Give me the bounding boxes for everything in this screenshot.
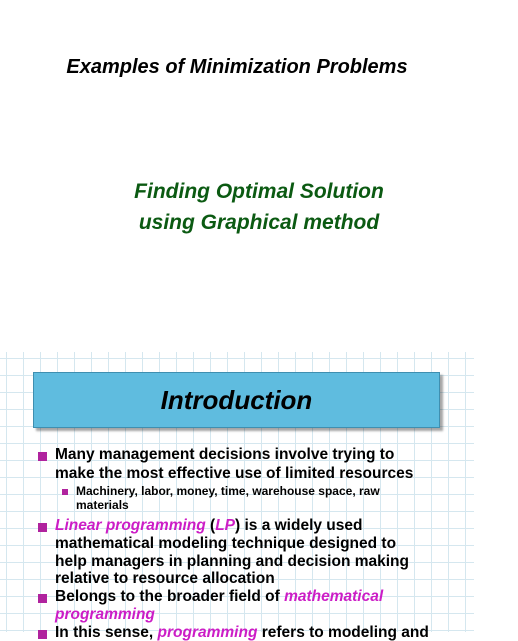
- mathematical-term: mathematical: [284, 588, 384, 605]
- bullet2-rest: ) is a widely used: [235, 517, 363, 534]
- bullet3-line2: [55, 606, 155, 623]
- programming-term: programming: [55, 606, 155, 623]
- bullet2-line4: relative to resource allocation: [55, 570, 275, 587]
- bullet-marker: [38, 452, 47, 461]
- bullet4-line1: [55, 624, 429, 641]
- slide-title: Examples of Minimization Problems: [66, 56, 408, 78]
- programming-term-2: programming: [157, 624, 258, 641]
- bullet-marker: [38, 630, 47, 639]
- bullet4-text2: refers to modeling and: [257, 624, 429, 641]
- slide-subtitle-line1: Finding Optimal Solution: [134, 180, 384, 203]
- introduction-slide: [0, 352, 474, 641]
- slide-subtitle-line2: using Graphical method: [138, 211, 380, 234]
- sub-bullet1-line1: Machinery, labor, money, time, warehouse space, raw: [76, 484, 380, 498]
- lp-term: LP: [215, 517, 235, 534]
- bullet2-line1: [55, 517, 363, 534]
- linear-programming-term: Linear programming: [55, 517, 206, 534]
- bullet3-line1: [55, 588, 383, 605]
- bullet4-text1: In this sense,: [55, 624, 158, 641]
- header-title: Introduction: [160, 384, 313, 415]
- bullet-marker: [38, 594, 47, 603]
- bullet-marker: [38, 523, 47, 532]
- bullet3-text: Belongs to the broader field of: [55, 588, 285, 605]
- bullet2-line3: help managers in planning and decision making: [55, 553, 409, 570]
- paren-open: (: [205, 517, 216, 534]
- bullet1-line1: Many management decisions involve trying to: [55, 446, 395, 463]
- bullet1-line2: make the most effective use of limited resources: [55, 465, 414, 482]
- header-banner: [33, 372, 440, 428]
- bullet2-line2: mathematical modeling technique designed to: [55, 535, 397, 552]
- sub-bullet1-line2: materials: [76, 498, 129, 512]
- sub-bullet-marker: [62, 489, 68, 495]
